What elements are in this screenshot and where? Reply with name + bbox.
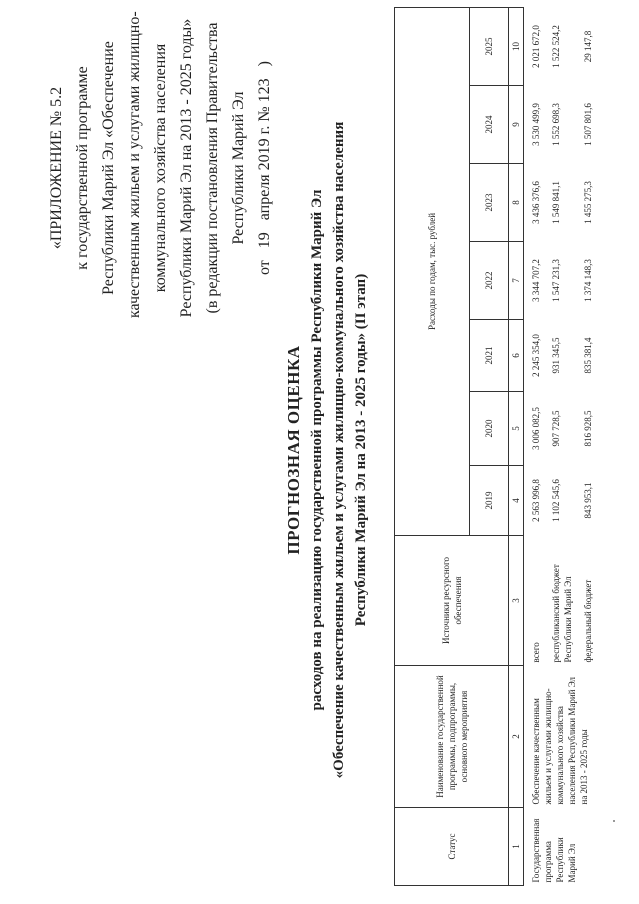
cell-source: федеральный бюджет [583,579,593,663]
cell-value: 816 928,5 [583,410,593,447]
scan-speck [613,820,615,822]
cell-value: 29 147,8 [583,30,593,63]
date-number: № 123 [256,78,273,122]
header-name: Наименование государственной программы, подпрограммы, основного мероприятия [395,666,509,808]
table-row [524,7,545,885]
header-year: 2020 [470,392,509,466]
cell-value: 931 345,5 [551,337,561,374]
appendix-block [44,11,278,318]
header-year: 2022 [470,242,509,320]
title-line-3: «Обеспечение качественным жильем и услугами жилищно-коммунального хозяйства населения [331,121,347,779]
cell-value: 3 436 376,6 [524,164,545,242]
index-cell: 4 [509,466,524,536]
index-cell: 8 [509,164,524,242]
cell-name: Обеспечение качественным жильем и услугами жилищно-коммунального хозяйства населения Республики Марий Эл на 2013 - 2025 годы [524,666,597,808]
appendix-line: Республики Марий Эл [230,91,247,245]
cell-value: 1 455 275,3 [583,181,593,224]
index-cell: 1 [509,808,524,886]
appendix-line: «ПРИЛОЖЕНИЕ № 5.2 [48,86,65,250]
date-month-year: апреля 2019 г. [256,125,273,221]
header-year: 2021 [470,320,509,392]
forecast-table [394,7,596,886]
cell-value: 1 522 524,2 [551,25,561,68]
cell-value: 3 344 707,2 [524,242,545,320]
appendix-line: Республики Марий Эл на 2013 - 2025 годы» [178,18,195,318]
cell-value: 2 245 354,0 [524,320,545,392]
index-cell: 10 [509,7,524,85]
cell-value: 3 006 082,5 [524,392,545,466]
cell-source: всего [524,536,545,666]
cell-value: 1 507 801,6 [583,103,593,146]
title-main: ПРОГНОЗНАЯ ОЦЕНКА [284,345,303,555]
date-from: от [256,260,273,276]
cell-value: 1 374 148,3 [583,259,593,302]
appendix-line: качественным жильем и услугами жилищно- [126,11,143,318]
cell-value: 3 530 499,9 [524,86,545,164]
cell-value: 1 549 841,1 [551,181,561,224]
date-close: ) [256,60,273,67]
cell-value: 835 381,4 [583,337,593,374]
cell-value: 843 953,1 [583,482,593,519]
index-cell: 9 [509,86,524,164]
header-year: 2023 [470,164,509,242]
index-cell: 2 [509,666,524,808]
cell-value: 2 563 996,8 [524,466,545,536]
cell-value: 1 102 545,6 [551,479,561,522]
index-cell: 7 [509,242,524,320]
header-status: Статус [395,808,509,886]
header-year: 2024 [470,86,509,164]
cell-value: 2 021 672,0 [524,7,545,85]
date-day: 19 [256,232,273,249]
appendix-line: коммунального хозяйства населения [152,43,169,293]
title-line-2: расходов на реализацию государственной программы Республики Марий Эл [309,189,325,711]
appendix-line: (в редакции постановления Правительства [204,22,221,314]
cell-value: 1 547 231,3 [551,259,561,302]
index-cell: 5 [509,392,524,466]
cell-value: 1 552 698,3 [551,103,561,146]
cell-value: 907 728,5 [551,410,561,447]
title-line-4: Республики Марий Эл на 2013 - 2025 годы» (II этап) [353,273,369,627]
document-title [282,80,372,820]
cell-status: Государственная программа Республики Марий Эл [524,808,597,886]
rotated-page [4,6,634,890]
cell-source: республиканский бюджет Республики Марий Эл [551,564,573,663]
header-source: Источники ресурсного обеспечения [395,536,509,666]
index-cell: 3 [509,536,524,666]
header-year: 2025 [470,7,509,85]
appendix-date-line [252,18,278,318]
appendix-line: к государственной программе [74,66,91,270]
index-cell: 6 [509,320,524,392]
header-costs: Расходы по годам, тыс. рублей [395,7,470,535]
header-year: 2019 [470,466,509,536]
appendix-line: Республики Марий Эл «Обеспечение [100,41,117,295]
